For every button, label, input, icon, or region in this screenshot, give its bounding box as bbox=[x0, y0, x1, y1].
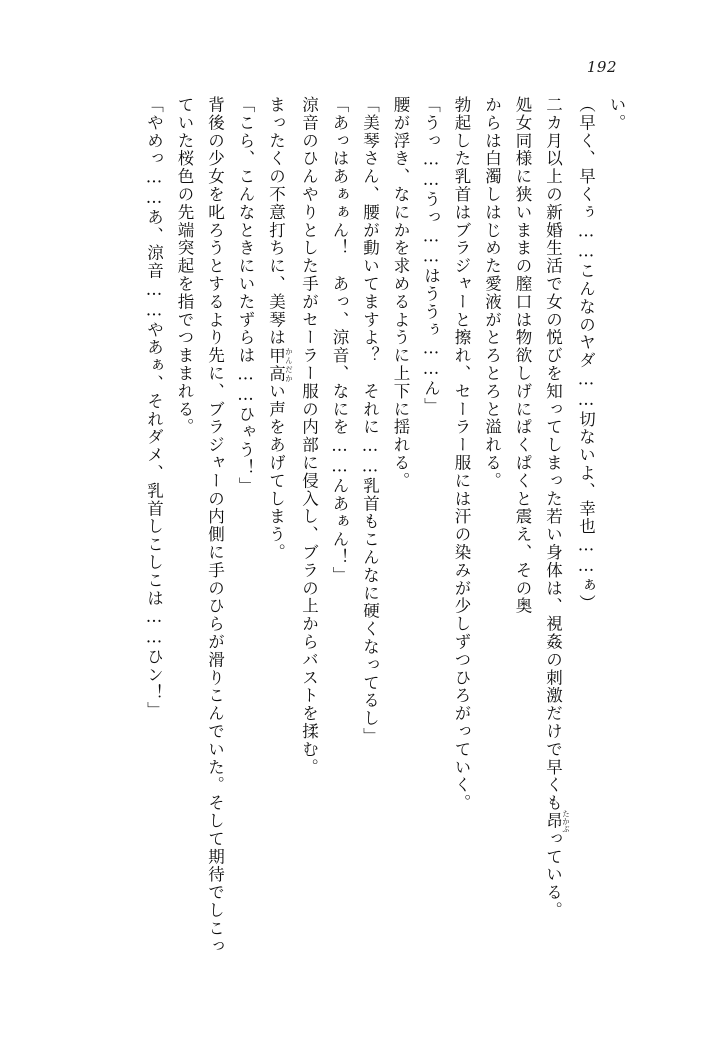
dialogue-line: 「こら、こんなときにいたずらは……ひゃう！」 bbox=[236, 96, 255, 495]
dialogue-line: 「あっはあぁぁん！ あっ、涼音、なにを……んあぁん！」 bbox=[330, 96, 349, 585]
paragraph: 背後の少女を叱ろうとするより先に、ブラジャーの内側に手のひらが滑りこんでいた。そして期待でしこっていた桜色の先端突起を指でつままれる。 bbox=[175, 96, 225, 956]
paragraph: からは白濁しはじめた愛液がとろとろと溢れる。 bbox=[482, 96, 502, 490]
paragraph: （早く、早くぅ……こんなのヤダ……切ないよ、幸也……ぁ） bbox=[576, 96, 596, 613]
paragraph: まったくの不意打ちに、美琴は甲高 かんだかい声をあげてしまう。 bbox=[266, 96, 294, 562]
page-body-text bbox=[71, 96, 631, 966]
paragraph: 処女同様に狭いままの膣口は物欲しげにぱくぱくと震え、その奥 bbox=[513, 96, 532, 616]
paragraph: い。 bbox=[607, 96, 626, 132]
ruby-annotation: 甲高 かんだか bbox=[266, 346, 294, 383]
dialogue-line: 「やめっ……あ、涼音……やあぁ、それダメ、乳首しこしこは……ひン！」 bbox=[144, 96, 164, 720]
dialogue-line: 「美琴さん、腰が動いてますよ？ それに……乳首もこんなに硬くなってるし」 bbox=[360, 96, 380, 746]
dialogue-line: 「うっ……うっ……はううぅ……ん」 bbox=[421, 96, 441, 416]
page-number: 192 bbox=[586, 58, 617, 76]
paragraph: 勃起した乳首はブラジャーと擦れ、セーラー服には汗の染みが少しずつひろがっていく。 bbox=[452, 96, 471, 812]
paragraph: 涼音のひんやりとした手がセーラー服の内部に侵入し、ブラの上からバストを揉む。 bbox=[299, 96, 319, 777]
paragraph-with-ruby: 二カ月以上の新婚生活で女の悦びを知ってしまった若い身体は、視姦の刺激だけで早くも昂 たかぶっている。 bbox=[543, 96, 571, 920]
paragraph: 腰が浮き、なにかを求めるように上下に揺れる。 bbox=[391, 96, 410, 490]
ruby-annotation: 昂 たかぶ bbox=[543, 809, 571, 833]
